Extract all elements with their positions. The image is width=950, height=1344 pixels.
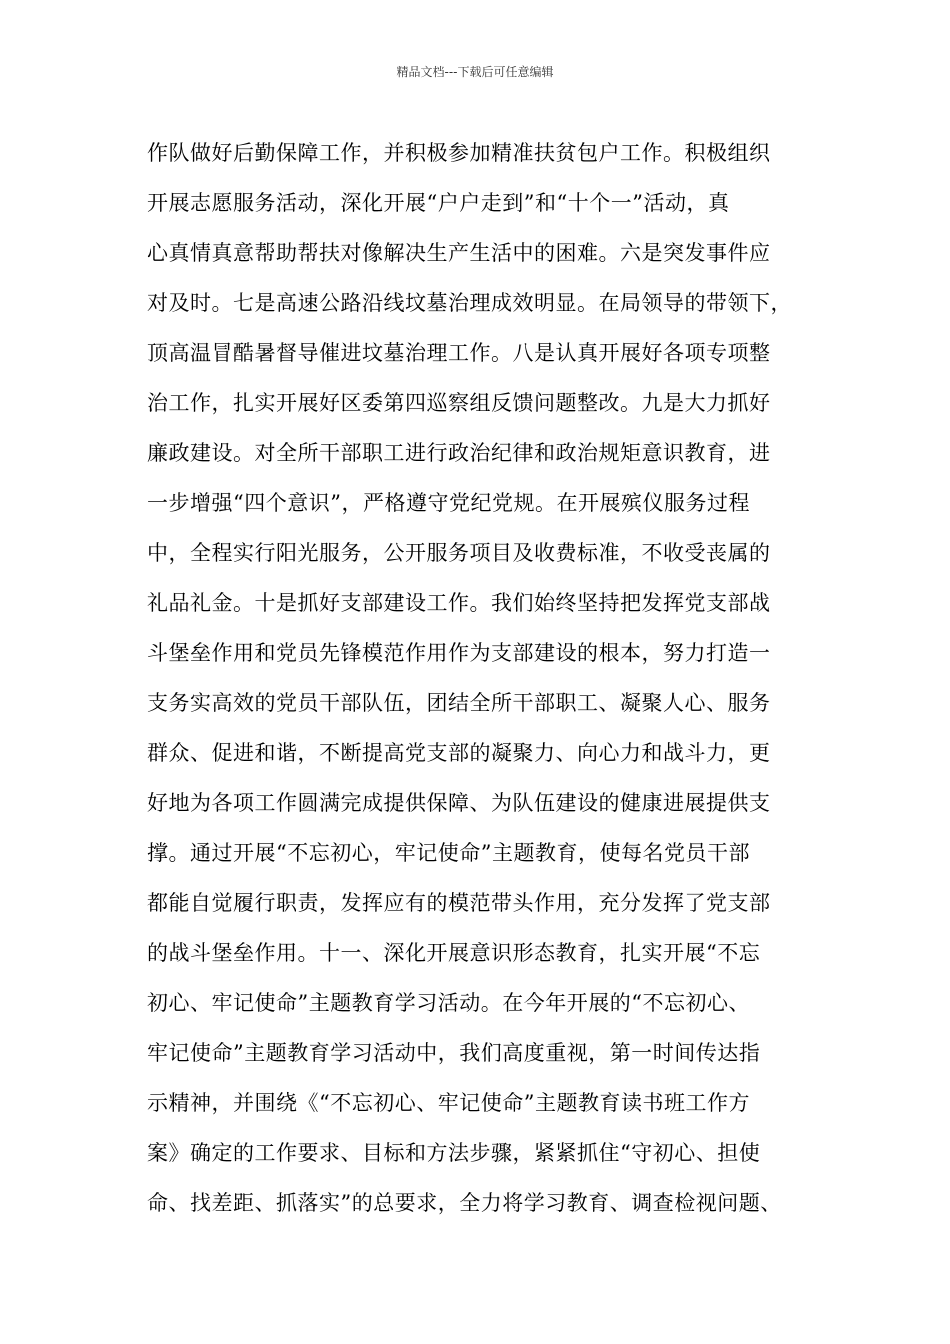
text-line: 支务实高效的党员干部队伍，团结全所干部职工、凝聚人心、服务 — [147, 691, 771, 715]
text-line: 群众、促进和谐，不断提高党支部的凝聚力、向心力和战斗力，更 — [147, 741, 771, 765]
text-line: 中，全程实行阳光服务，公开服务项目及收费标准，不收受丧属的 — [147, 541, 771, 565]
text-line: 案》确定的工作要求、目标和方法步骤，紧紧抓住“守初心、担使 — [147, 1141, 761, 1165]
text-line: 开展志愿服务活动，深化开展“户户走到”和“十个一”活动，真 — [147, 191, 730, 215]
text-line: 一步增强“四个意识”，严格遵守党纪党规。在开展殡仪服务过程 — [147, 491, 750, 515]
text-line: 顶高温冒酷暑督导催进坟墓治理工作。八是认真开展好各项专项整 — [147, 341, 771, 365]
text-line: 好地为各项工作圆满完成提供保障、为队伍建设的健康进展提供支 — [147, 791, 771, 815]
text-line: 撑。通过开展“不忘初心，牢记使命”主题教育，使每名党员干部 — [147, 841, 750, 865]
page-header: 精品文档---下载后可任意编辑 — [396, 65, 554, 79]
text-line: 初心、牢记使命”主题教育学习活动。在今年开展的“不忘初心、 — [147, 991, 750, 1015]
text-line: 示精神，并围绕《“不忘初心、牢记使命”主题教育读书班工作方 — [147, 1091, 750, 1115]
text-line: 牢记使命”主题教育学习活动中，我们高度重视，第一时间传达指 — [147, 1041, 761, 1065]
text-line: 作队做好后勤保障工作，并积极参加精准扶贫包户工作。积极组织 — [147, 141, 771, 165]
body-text — [147, 128, 827, 1228]
text-line: 礼品礼金。十是抓好支部建设工作。我们始终坚持把发挥党支部战 — [147, 591, 771, 615]
text-line: 命、找差距、抓落实”的总要求，全力将学习教育、调查检视问题、 — [147, 1191, 782, 1215]
text-line: 对及时。七是高速公路沿线坟墓治理成效明显。在局领导的带领下， — [147, 291, 792, 315]
text-line: 心真情真意帮助帮扶对像解决生产生活中的困难。六是突发事件应 — [147, 241, 771, 265]
text-line: 斗堡垒作用和党员先锋模范作用作为支部建设的根本，努力打造一 — [147, 641, 771, 665]
text-line: 的战斗堡垒作用。十一、深化开展意识形态教育，扎实开展“不忘 — [147, 941, 761, 965]
text-line: 都能自觉履行职责，发挥应有的模范带头作用，充分发挥了党支部 — [147, 891, 771, 915]
text-line: 廉政建设。对全所干部职工进行政治纪律和政治规矩意识教育，进 — [147, 441, 771, 465]
text-line: 治工作，扎实开展好区委第四巡察组反馈问题整改。九是大力抓好 — [147, 391, 771, 415]
